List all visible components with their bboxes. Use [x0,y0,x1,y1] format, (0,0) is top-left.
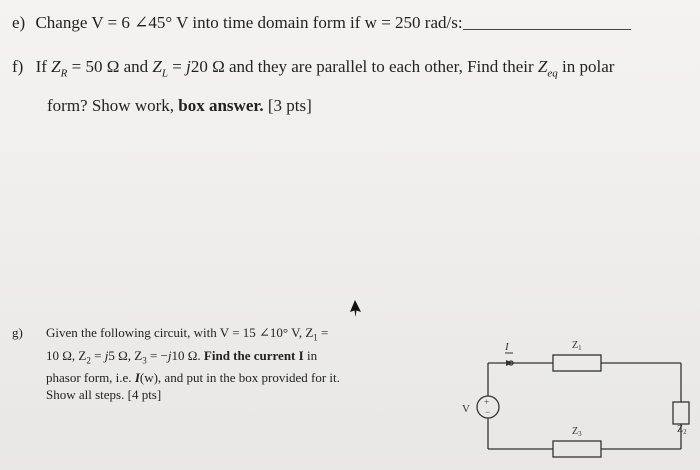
zr-symbol: Z [51,57,61,76]
zl-subscript: L [161,67,168,80]
zl-symbol: Z [152,57,162,76]
question-e-label: e) [12,13,26,32]
question-f-text: form? Show work, [47,96,179,115]
question-e [12,13,631,33]
zr-subscript: R [60,67,68,80]
z1-label: $Z_1$ [572,340,582,352]
j-symbol: j [167,347,172,363]
z2-label: $Z_2$ [677,424,687,436]
j-symbol: j [186,57,191,76]
question-f-text: If [35,57,52,76]
zeq-symbol: Z [537,57,548,76]
circuit-diagram [455,328,695,468]
z2-subscript: 2 [86,355,91,366]
question-g-text: = [90,347,105,363]
question-f-bold-text: box answer. [178,96,264,115]
question-g-text: (w), and put in the box provided for it. [139,370,340,386]
question-f-text: = [167,57,187,76]
z1-resistor [553,355,601,371]
question-f-text: 20 Ω and they are parallel to each other, Find their [190,57,538,76]
question-g-body [46,324,340,403]
question-g-line4: Show all steps. [4 pts] [46,387,162,403]
question-f-text: in polar [557,57,615,76]
question-g-text: 10 Ω. [171,347,204,363]
z3-label: $Z_3$ [572,426,582,438]
question-g-text: Given the following circuit, with V = 15 ∠10° V, Z [46,325,314,340]
z3-resistor [553,441,601,457]
z1-subscript: 1 [313,332,318,343]
z2-resistor [673,402,689,424]
question-g-text: phasor form, i.e. [46,370,135,386]
j-symbol: j [104,347,109,363]
question-g-line3 [46,369,340,386]
question-g-line2 [46,347,340,370]
zeq-subscript: eq [547,67,558,80]
question-g-text: 5 Ω, Z [108,347,143,363]
current-label: I [505,341,509,353]
mouse-pointer-icon [347,299,363,319]
answer-blank-e[interactable] [463,13,631,30]
source-label: V [462,403,470,415]
question-g-text: 10 Ω, Z [46,347,87,363]
question-f-text: [3 pts] [263,96,312,115]
question-f-line2 [47,96,312,116]
question-g [12,324,340,403]
question-f-line1 [12,57,614,79]
current-symbol: I [134,370,140,386]
question-f-label: f) [12,57,24,76]
question-g-text: = − [146,347,168,363]
question-f-text: = 50 Ω and [67,57,153,76]
question-g-text: = [317,325,329,340]
question-g-line1 [46,324,340,347]
question-g-label: g) [12,325,23,340]
source-plus-sign: + [484,397,490,407]
question-g-text: in [303,347,318,363]
z3-subscript: 3 [142,355,147,366]
question-g-bold-text: Find the current I [203,347,304,363]
question-e-text: Change V = 6 ∠45° V into time domain form if w = 250 rad/s: [35,13,463,32]
source-minus-sign: − [485,407,491,417]
